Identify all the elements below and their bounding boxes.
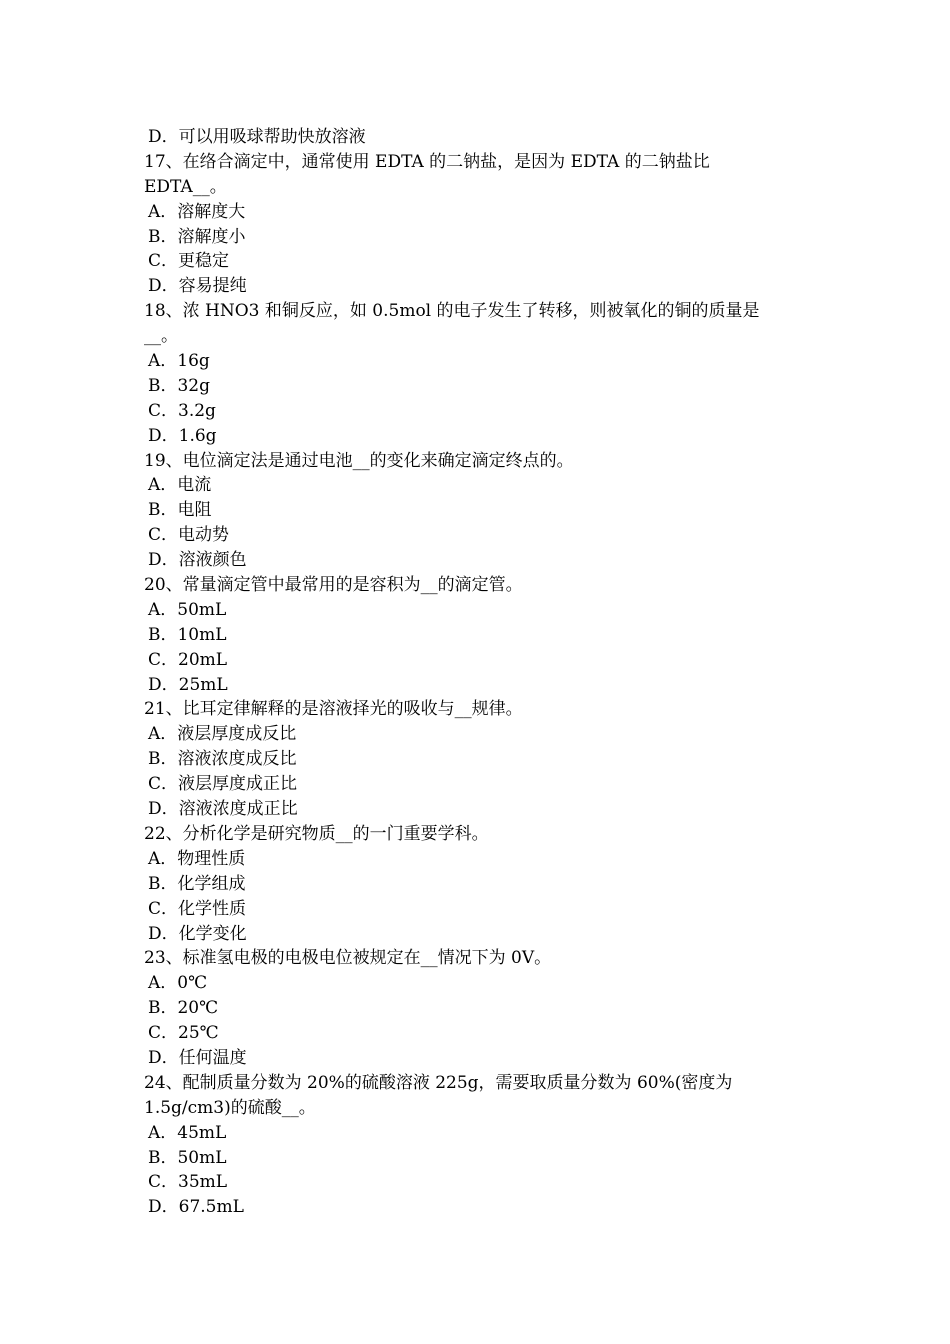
option-q18-a: A．16g [148, 351, 210, 372]
option-q19-b: B．电阻 [148, 500, 212, 521]
question-22-line1: 22、分析化学是研究物质__的一门重要学科。 [144, 823, 489, 844]
option-q16-d: D．可以用吸球帮助快放溶液 [148, 127, 366, 147]
question-21-line1: 21、比耳定律解释的是溶液择光的吸收与__规律。 [144, 699, 523, 720]
option-q22-a: A．物理性质 [148, 848, 246, 869]
question-17-line2: EDTA__。 [144, 176, 227, 197]
option-q20-c: C．20mL [148, 649, 228, 670]
option-q23-d: D．任何温度 [148, 1047, 247, 1068]
question-24-line2: 1.5g/cm3)的硫酸__。 [144, 1097, 316, 1118]
question-24-line1: 24、配制质量分数为 20%的硫酸溶液 225g，需要取质量分数为 60%(密度为 [144, 1072, 733, 1093]
question-18-line2: __。 [144, 326, 178, 347]
option-q22-d: D．化学变化 [148, 923, 247, 944]
option-q22-c: C．化学性质 [148, 898, 247, 919]
question-list [144, 125, 806, 1220]
option-q19-d: D．溶液颜色 [148, 550, 247, 571]
question-23-line1: 23、标准氢电极的电极电位被规定在__情况下为 0V。 [144, 948, 552, 969]
option-q24-c: C．35mL [148, 1172, 228, 1193]
question-17-line1: 17、在络合滴定中，通常使用 EDTA 的二钠盐，是因为 EDTA 的二钠盐比 [144, 151, 710, 172]
option-q17-a: A．溶解度大 [148, 201, 246, 222]
option-q19-c: C．电动势 [148, 525, 230, 546]
option-q17-c: C．更稳定 [148, 251, 230, 272]
option-q23-c: C．25℃ [148, 1023, 219, 1044]
option-q24-a: A．45mL [148, 1122, 227, 1143]
option-q21-a: A．液层厚度成反比 [148, 724, 297, 745]
option-q21-d: D．溶液浓度成正比 [148, 799, 298, 820]
option-q17-b: B．溶解度小 [148, 226, 246, 247]
question-18-line1: 18、浓 HNO3 和铜反应，如 0.5mol 的电子发生了转移，则被氧化的铜的质量是 [144, 301, 760, 322]
option-q20-a: A．50mL [148, 599, 227, 620]
option-q18-d: D．1.6g [148, 425, 217, 446]
option-q24-b: B．50mL [148, 1147, 227, 1168]
option-q20-b: B．10mL [148, 624, 227, 645]
option-q17-d: D．容易提纯 [148, 276, 247, 297]
option-q24-d: D．67.5mL [148, 1197, 244, 1218]
option-q21-c: C．液层厚度成正比 [148, 774, 298, 795]
option-q18-b: B．32g [148, 375, 211, 396]
option-q22-b: B．化学组成 [148, 873, 246, 894]
option-q23-a: A．0℃ [148, 973, 208, 994]
option-q23-b: B．20℃ [148, 998, 219, 1019]
option-q21-b: B．溶液浓度成反比 [148, 749, 297, 770]
question-20-line1: 20、常量滴定管中最常用的是容积为__的滴定管。 [144, 575, 523, 596]
option-q18-c: C．3.2g [148, 400, 216, 421]
option-q20-d: D．25mL [148, 674, 228, 695]
option-q19-a: A．电流 [148, 475, 212, 496]
question-19-line1: 19、电位滴定法是通过电池__的变化来确定滴定终点的。 [144, 450, 574, 471]
